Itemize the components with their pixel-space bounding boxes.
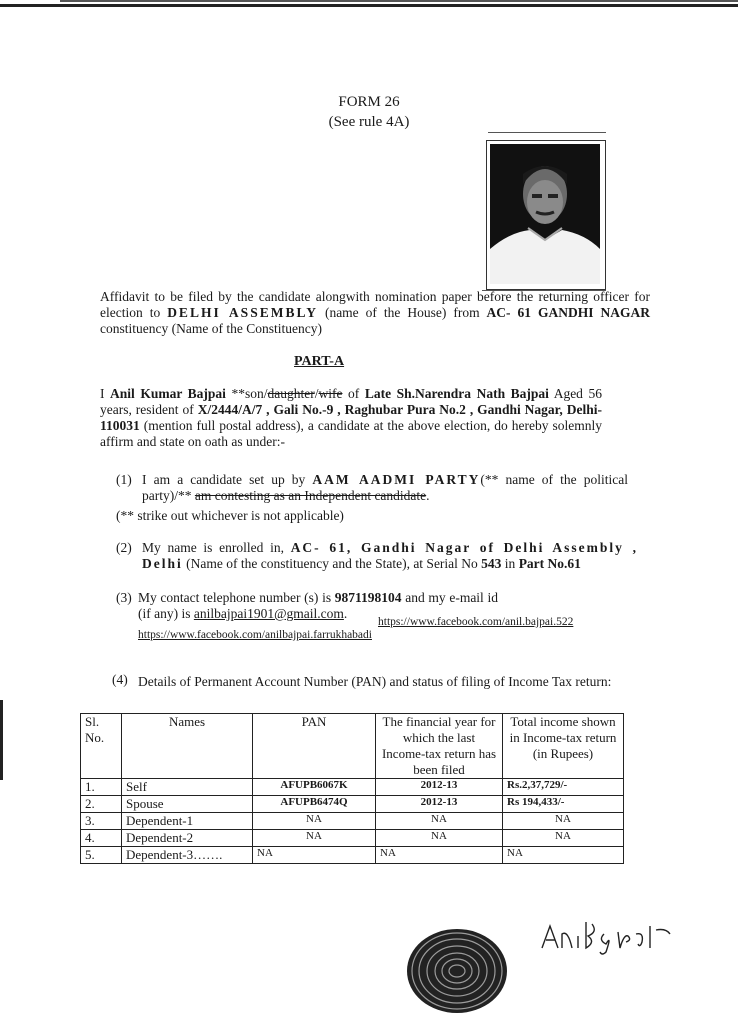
col-total-income: Total income shown in Income-tax return (in Rupees) (503, 714, 624, 779)
candidate-photo-image (490, 144, 600, 284)
row-pan: NA (253, 813, 376, 830)
row-name: Dependent-1 (122, 813, 253, 830)
signature (538, 912, 688, 962)
item-1-text: I am a candidate set up by AAM AADMI PARTY(** name of the political party)/** am contesting as an Independent candidate. (142, 472, 628, 503)
form-rule: (See rule 4A) (328, 114, 410, 130)
row-pan: AFUPB6067K (253, 779, 376, 796)
row-sl: 5. (81, 847, 122, 864)
col-pan: PAN (253, 714, 376, 779)
col-financial-year: The financial year for which the last Income-tax return has been filed (376, 714, 503, 779)
item-1-note: (** strike out whichever is not applicable) (116, 508, 344, 523)
row-pan: AFUPB6474Q (253, 796, 376, 813)
row-sl: 2. (81, 796, 122, 813)
facebook-link-1[interactable]: https://www.facebook.com/anil.bajpai.522 (378, 616, 574, 628)
item-2-text: My name is enrolled in, AC- 61, Gandhi Nagar of Delhi Assembly , Delhi (Name of the constituency and the State), at Serial No 543 in Part No.61 (142, 540, 638, 571)
form-title: FORM 26 (338, 94, 400, 110)
item-3-text: My contact telephone number (s) is 9871198104 and my e-mail id (if any) is anilbajpai1901@gmail.com. (138, 590, 498, 621)
item-4-text: Details of Permanent Account Number (PAN) and status of filing of Income Tax return: (138, 674, 612, 689)
table-row (81, 830, 624, 847)
item-1-number: (1) (116, 472, 132, 487)
col-names: Names (122, 714, 253, 779)
table-row (81, 813, 624, 830)
row-income: Rs.2,37,729/- (503, 779, 624, 796)
item-2-number: (2) (116, 540, 132, 555)
row-income: NA (503, 830, 624, 847)
item-4-number: (4) (112, 672, 128, 687)
declaration-paragraph: I Anil Kumar Bajpai **son/daughter/wife of Late Sh.Narendra Nath Bajpai Aged 56 years, resident of X/2444/A/7 , Gali No.-9 , Raghubar Pura No.2 , Gandhi Nagar, Delhi-110031 (mention full postal address), a candidate at the above election, do hereby solemnly affirm and state on oath as under:- (100, 386, 602, 449)
table-row (81, 796, 624, 813)
row-sl: 1. (81, 779, 122, 796)
row-year: NA (376, 847, 503, 864)
item-3-number: (3) (116, 590, 132, 605)
row-name: Self (122, 779, 253, 796)
row-name: Dependent-2 (122, 830, 253, 847)
top-edge-line (60, 0, 738, 2)
row-income: Rs 194,433/- (503, 796, 624, 813)
row-year: 2012-13 (376, 796, 503, 813)
email-link[interactable]: anilbajpai1901@gmail.com (193, 606, 344, 621)
row-income: NA (503, 813, 624, 830)
row-year: 2012-13 (376, 779, 503, 796)
table-row (81, 847, 624, 864)
row-sl: 4. (81, 830, 122, 847)
row-year: NA (376, 813, 503, 830)
candidate-photo (486, 140, 606, 290)
pan-table (80, 713, 624, 864)
table-row (81, 779, 624, 796)
row-name: Spouse (122, 796, 253, 813)
top-border-line (0, 4, 738, 7)
part-a-heading: PART-A (294, 354, 345, 369)
row-income: NA (503, 847, 624, 864)
row-year: NA (376, 830, 503, 847)
row-name: Dependent-3……. (122, 847, 253, 864)
row-pan: NA (253, 830, 376, 847)
pan-table-header (81, 714, 624, 779)
row-sl: 3. (81, 813, 122, 830)
affidavit-intro: Affidavit to be filed by the candidate alongwith nomination paper before the returning officer for election to DELHI ASSEMBLY (name of the House) from AC- 61 GANDHI NAGAR constituency (Name of the Constituency) (100, 289, 650, 336)
photo-top-line (488, 132, 606, 133)
row-pan: NA (253, 847, 376, 864)
facebook-link-2[interactable]: https://www.facebook.com/anilbajpai.farrukhabadi (138, 629, 372, 641)
thumb-impression (404, 926, 510, 1016)
col-sl-no: Sl. No. (81, 714, 122, 779)
scan-edge-mark (0, 700, 3, 780)
